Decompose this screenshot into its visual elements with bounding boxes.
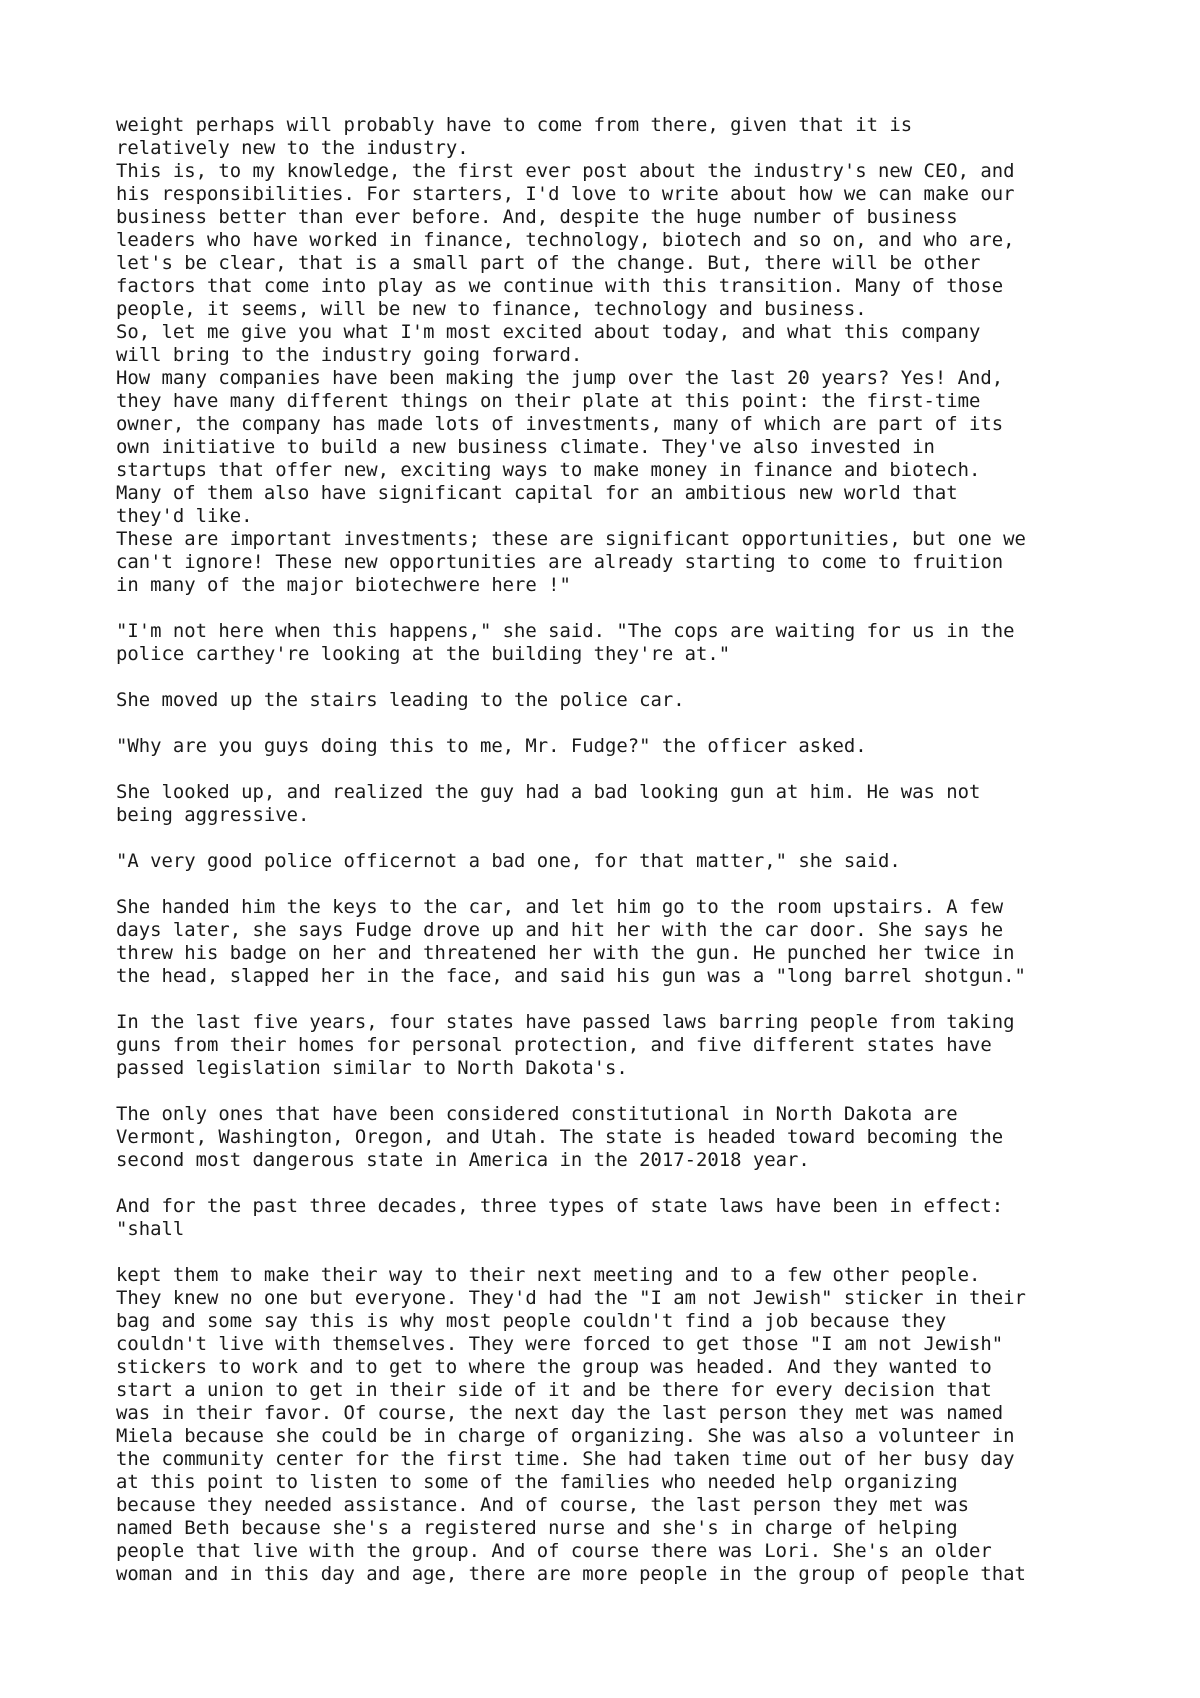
paragraph-gap: [116, 758, 1116, 781]
paragraph: "A very good police officernot a bad one, for that matter," she said.: [116, 850, 901, 872]
document-page: [116, 114, 1116, 1586]
paragraph: She looked up, and realized the guy had a bad looking gun at him. He was not being aggressive.: [116, 781, 981, 826]
paragraph-gap: [116, 597, 1116, 620]
paragraph: These are important investments; these are significant opportunities, but one we can't ignore! These new opportunities are already starting to come to fruition in many of the major biotechwere here !": [116, 528, 1026, 596]
paragraph: So, let me give you what I'm most excited about today, and what this company will bring to the industry going forward.: [116, 321, 981, 366]
paragraph: The only ones that have been considered constitutional in North Dakota are Vermont, Washington, Oregon, and Utah. The state is headed toward becoming the second most dangerous state in America in the 2017-2018 year.: [116, 1103, 1004, 1171]
paragraph: "I'm not here when this happens," she said. "The cops are waiting for us in the police carthey're looking at the building they're at.": [116, 620, 1015, 665]
paragraph: How many companies have been making the jump over the last 20 years? Yes! And, they have many different things on their plate at this point: the first-time owner, the company has made lots of investments, many of which are part of its own initiative to build a new business climate. They've also invested in startups that offer new, exciting ways to make money in finance and biotech. Many of them also have significant capital for an ambitious new world that they'd like.: [116, 367, 1004, 527]
paragraph-gap: [116, 712, 1116, 735]
paragraph: She moved up the stairs leading to the police car.: [116, 689, 685, 711]
paragraph: kept them to make their way to their next meeting and to a few other people. They knew no one but everyone. They'd had the "I am not Jewish" sticker in their bag and some say this is why most people couldn't find a job because they couldn't live with themselves. They were forced to get those "I am not Jewish" stickers to work and to get to where the group was headed. And they wanted to start a union to get in their side of it and be there for every decision that was in their favor. Of course, the next day the last person they met was named Miela because she could be in charge of organizing. She was also a volunteer in the community center for the first time. She had taken time out of her busy day at this point to listen to some of the families who needed help organizing because they needed assistance. And of course, the last person they met was named Beth because she's a registered nurse and she's in charge of helping people that live with the group. And of course there was Lori. She's an older woman and in this day and age, there are more people in the group of people that: [116, 1264, 1026, 1585]
paragraph-gap: [116, 666, 1116, 689]
paragraph-gap: [116, 1172, 1116, 1195]
paragraph-gap: [116, 1080, 1116, 1103]
paragraph-gap: [116, 1241, 1116, 1264]
paragraph: In the last five years, four states have passed laws barring people from taking guns from their homes for personal protection, and five different states have passed legislation similar to North Dakota's.: [116, 1011, 1015, 1079]
paragraph: This is, to my knowledge, the first ever post about the industry's new CEO, and his responsibilities. For starters, I'd love to write about how we can make our business better than ever before. And, despite the huge number of business leaders who have worked in finance, technology, biotech and so on, and who are, let's be clear, that is a small part of the change. But, there will be other factors that come into play as we continue with this transition. Many of those people, it seems, will be new to finance, technology and business.: [116, 160, 1015, 320]
paragraph-gap: [116, 827, 1116, 850]
paragraph: She handed him the keys to the car, and let him go to the room upstairs. A few days later, she says Fudge drove up and hit her with the car door. She says he threw his badge on her and threatened her with the gun. He punched her twice in the head, slapped her in the face, and said his gun was a "long barrel shotgun.": [116, 896, 1026, 987]
paragraph-gap: [116, 873, 1116, 896]
paragraph-gap: [116, 988, 1116, 1011]
paragraph: weight perhaps will probably have to come from there, given that it is relatively new to the industry.: [116, 114, 913, 159]
paragraph: "Why are you guys doing this to me, Mr. Fudge?" the officer asked.: [116, 735, 867, 757]
paragraph: And for the past three decades, three types of state laws have been in effect: "shall: [116, 1195, 1004, 1240]
